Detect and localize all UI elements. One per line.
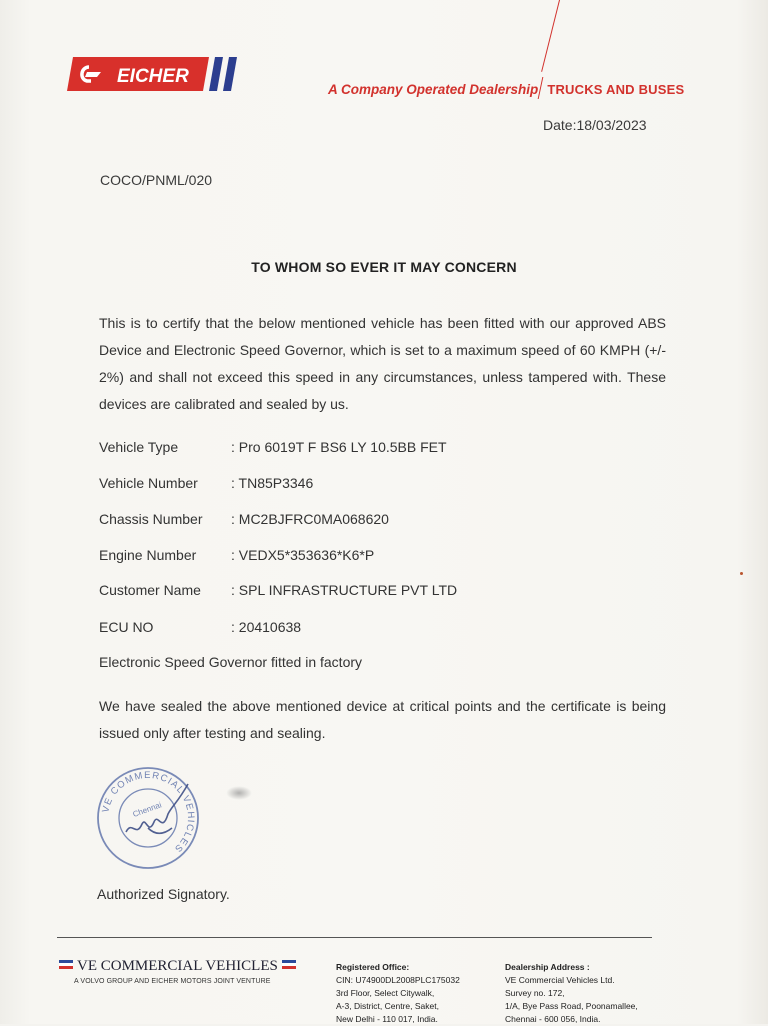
address-line: VE Commercial Vehicles Ltd. [505, 975, 615, 985]
logo-text: EICHER [117, 66, 189, 87]
footer-brand-subtitle: A VOLVO GROUP AND EICHER MOTORS JOINT VENTURE [74, 978, 271, 985]
address-line: Chennai - 600 056, India. [505, 1014, 601, 1024]
footer-divider [57, 937, 652, 938]
address-line: Survey no. 172, [505, 988, 565, 998]
detail-row-vehicle-number [99, 475, 313, 491]
dealership-address-block [505, 961, 638, 1026]
ink-smudge [226, 786, 252, 800]
detail-label: ECU NO [99, 619, 154, 635]
tagline-text: A Company Operated Dealership [328, 82, 539, 97]
eicher-logo [67, 54, 242, 94]
detail-label: Vehicle Type [99, 439, 179, 455]
detail-value: : MC2BJFRC0MA068620 [231, 511, 389, 527]
detail-row-chassis-number [99, 511, 389, 527]
tagline-separator [538, 77, 544, 99]
detail-label: Chassis Number [99, 511, 203, 527]
detail-label: Engine Number [99, 547, 197, 563]
dealership-address-heading: Dealership Address : [505, 962, 590, 972]
detail-label: Vehicle Number [99, 475, 198, 491]
address-line: 3rd Floor, Select Citywalk, [336, 988, 435, 998]
detail-row-ecu-no [99, 619, 301, 635]
detail-row-customer-name [99, 582, 457, 598]
detail-value: : SPL INFRASTRUCTURE PVT LTD [231, 582, 458, 598]
closing-paragraph: We have sealed the above mentioned device at critical points and the certificate is being issued only after testing and sealing. [99, 698, 666, 741]
detail-value: : VEDX5*353636*K6*P [231, 547, 375, 563]
header-accent-line [541, 0, 561, 72]
seal-inner-text: Chennai [131, 800, 163, 819]
registered-office-heading: Registered Office: [336, 962, 410, 972]
address-line: CIN: U74900DL2008PLC175032 [336, 975, 460, 985]
detail-value: : Pro 6019T F BS6 LY 10.5BB FET [231, 439, 447, 455]
tagline-right: TRUCKS AND BUSES [547, 82, 685, 97]
address-line: A-3, District, Centre, Saket, [336, 1001, 439, 1011]
reference-number: COCO/PNML/020 [100, 172, 213, 188]
intro-paragraph: This is to certify that the below mentioned vehicle has been fitted with our approved ABS Device and Electronic Speed Governor, which is set to a maximum speed of 60 KMPH (+/- 2%) and shall not exceed this speed in any circumstances, unless tampered with. These devices are calibrated and sealed by us. [99, 315, 666, 412]
detail-value: : TN85P3346 [231, 475, 314, 491]
seal-outer-text: VE COMMERCIAL VEHICLES [100, 769, 197, 855]
detail-label: Customer Name [99, 582, 201, 598]
flag-icon-right [282, 960, 296, 969]
address-line: 1/A, Bye Pass Road, Poonamallee, [505, 1001, 638, 1011]
footer-brand [55, 958, 300, 975]
letter-title: TO WHOM SO EVER IT MAY CONCERN [251, 259, 517, 275]
governor-note: Electronic Speed Governor fitted in factory [99, 654, 363, 670]
detail-row-engine-number [99, 547, 374, 563]
detail-row-vehicle-type [99, 439, 447, 455]
letter-date: Date:18/03/2023 [543, 117, 647, 133]
authorized-signatory: Authorized Signatory. [97, 886, 230, 902]
address-line: New Delhi - 110 017, India. [336, 1014, 438, 1024]
footer-brand-name: VE COMMERCIAL VEHICLES [77, 958, 278, 974]
company-seal-stamp [92, 762, 204, 874]
paper-speck [740, 572, 743, 575]
registered-office-block [336, 961, 460, 1026]
dealership-tagline [328, 77, 684, 99]
detail-value: : 20410638 [231, 619, 302, 635]
flag-icon-left [59, 960, 73, 969]
